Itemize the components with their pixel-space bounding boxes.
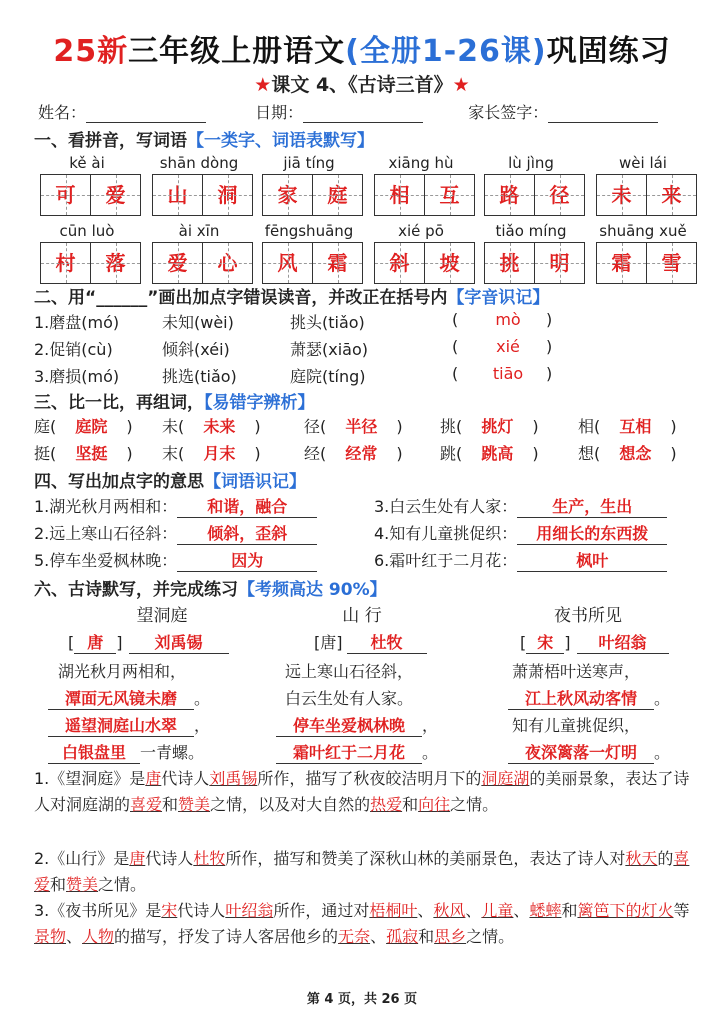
character-box[interactable]: 心 [203, 242, 253, 284]
pronunciation-item: 倾斜(xéi) [162, 340, 230, 359]
text-span: 唐 [320, 633, 337, 652]
text-span: 代诗人 [145, 849, 194, 868]
meaning-item [34, 521, 317, 545]
poem-1-line [48, 740, 258, 764]
text-span[interactable]: 宋 [161, 901, 178, 920]
text-span: 所作，通过对 [273, 901, 370, 920]
text-span[interactable]: 江上秋风动客情 [508, 686, 654, 710]
text-span: 、 [66, 927, 83, 946]
paren: ( [594, 444, 606, 463]
poem-3-line: 知有儿童挑促织， [512, 716, 641, 735]
paren: ) [121, 444, 133, 463]
text-span[interactable]: 赞美 [66, 875, 99, 894]
text-span[interactable]: 无奈 [338, 927, 371, 946]
character-box[interactable]: 挑 [484, 242, 535, 284]
character-box[interactable]: 径 [535, 174, 585, 216]
text-span[interactable]: 唐 [74, 630, 116, 654]
text-span: 的美丽景象，表达了诗人对洞庭湖的 [34, 769, 690, 814]
paren-left: ( [452, 364, 459, 383]
text-span: 25新 [53, 34, 129, 69]
compare-item [304, 441, 403, 464]
paren: ) [527, 444, 539, 463]
text-span[interactable]: 洞庭湖 [481, 769, 530, 788]
character-box[interactable]: 可 [40, 174, 91, 216]
pronunciation-item: 挑头(tiǎo) [290, 313, 365, 332]
paren: ( [50, 417, 62, 436]
page-footer: 第 4 页，共 26 页 [306, 992, 418, 1007]
text-span[interactable]: 儿童 [481, 901, 514, 920]
poem-2-title: 山 行 [342, 606, 382, 626]
paren-left: ( [452, 310, 459, 329]
paren-left: ( [452, 337, 459, 356]
section-4-heading [34, 467, 306, 492]
compare-answer[interactable]: 半径 [345, 417, 378, 436]
text-span: 1.《望洞庭》是 [34, 769, 146, 788]
text-span[interactable]: 霜叶红于二月花 [276, 740, 422, 764]
pronunciation-item: 挑选(tiǎo) [162, 367, 237, 386]
paren: ) [527, 417, 539, 436]
text-span: ”画出加点字错误读音，并改正在括号内 [147, 288, 448, 308]
text-span[interactable]: 潭面无风镜未磨 [48, 686, 194, 710]
pinyin-label: cūn luò [59, 222, 115, 240]
pronunciation-item: 未知(wèi) [162, 313, 234, 332]
question-paragraph-2 [34, 846, 690, 898]
paren: ( [320, 417, 332, 436]
paren: ) [249, 417, 261, 436]
compare-answer[interactable]: 月末 [203, 444, 236, 463]
paren: ) [665, 444, 677, 463]
poem-1-author: [ 唐 ] 刘禹锡 [68, 630, 229, 654]
section-2-heading [34, 283, 549, 308]
text-span[interactable]: 秋天 [625, 849, 658, 868]
character-box[interactable]: 斜 [374, 242, 425, 284]
header-fields [38, 100, 698, 124]
compare-item [440, 414, 539, 437]
pinyin-label: xiāng hù [388, 154, 454, 172]
poem-3-line: 江上秋风动客情 。 [508, 686, 718, 710]
pinyin-label: shuāng xuě [599, 222, 687, 240]
poem-1-line: 湖光秋月两相和， [58, 662, 187, 681]
paren: ) [665, 417, 677, 436]
compare-char: 相 [578, 417, 595, 436]
poem-2-line: 远上寒山石径斜， [285, 662, 414, 681]
paren: ( [594, 417, 606, 436]
text-span[interactable]: 向往 [418, 795, 451, 814]
text-span: 一、看拼音，写词语 [34, 131, 187, 151]
parent-label: 家长签字： [468, 103, 549, 122]
text-span: 和 [418, 927, 435, 946]
poem-2-line: 停车坐爱枫林晚 ， [276, 713, 486, 737]
text-span[interactable]: 停车坐爱枫林晚 [276, 713, 422, 737]
character-box-pair[interactable] [596, 174, 697, 216]
paren: ( [50, 444, 62, 463]
paren: ( [178, 417, 190, 436]
text-span: 【字音识记】 [447, 288, 550, 308]
poem-2-line: 霜叶红于二月花 。 [276, 740, 486, 764]
meaning-answer[interactable]: 枫叶 [517, 548, 667, 572]
compare-answer[interactable]: 想念 [619, 444, 652, 463]
compare-answer[interactable]: 跳高 [481, 444, 514, 463]
text-span: 3.《夜书所见》是 [34, 901, 162, 920]
text-span: 和 [402, 795, 419, 814]
text-span[interactable]: 叶绍翁 [577, 630, 669, 654]
section-3-heading [34, 388, 315, 413]
text-span: 之情。 [450, 795, 499, 814]
name-blank[interactable] [86, 104, 206, 123]
text-span[interactable]: 思乡 [434, 927, 467, 946]
text-span[interactable]: 宋 [526, 630, 564, 654]
text-span: 所作，描写和赞美了深秋山林的美丽景色，表达了诗人对 [225, 849, 626, 868]
compare-item [34, 441, 133, 464]
pinyin-label: lù jìng [508, 154, 554, 172]
text-span: 【考频高达 90%】 [238, 580, 387, 600]
pinyin-label: xié pō [398, 222, 444, 240]
meaning-question: 3.白云生处有人家： [374, 497, 518, 516]
text-span[interactable]: 赞美 [178, 795, 211, 814]
meaning-item [374, 548, 667, 572]
text-span: 四、写出加点字的意思 [34, 472, 204, 492]
text-span[interactable]: 喜爱 [130, 795, 163, 814]
text-span[interactable]: 杜牧 [193, 849, 226, 868]
text-span: 所作，描写了秋夜皎洁明月下的 [257, 769, 482, 788]
poem-2-line: 白云生处有人家。 [285, 689, 414, 708]
text-span[interactable]: 叶绍翁 [225, 901, 274, 920]
compare-char: 未 [162, 417, 179, 436]
meaning-item [34, 548, 317, 572]
compare-char: 末 [162, 444, 179, 463]
section-6-heading [34, 575, 387, 600]
text-span: 三、比一比，再组词， [34, 393, 204, 413]
compare-answer[interactable]: 互相 [619, 417, 652, 436]
meaning-answer[interactable]: 和谐，融合 [177, 494, 317, 518]
text-span: 一青螺。 [140, 743, 205, 762]
text-span: 2.《山行》是 [34, 849, 130, 868]
poem-2-author: [唐] 杜牧 [314, 630, 427, 654]
text-span[interactable]: 梧桐叶 [369, 901, 418, 920]
text-span[interactable]: 蟋蟀 [529, 901, 562, 920]
character-box[interactable]: 相 [374, 174, 425, 216]
text-span: 【一类字、词语表默写】 [187, 131, 374, 151]
pinyin-label: fēngshuāng [264, 222, 354, 240]
compare-char: 挑 [440, 417, 457, 436]
lesson-subtitle [0, 70, 724, 97]
pinyin-label: kě ài [69, 154, 105, 172]
character-box-pair[interactable] [484, 174, 585, 216]
meaning-item [374, 494, 667, 518]
text-span: 代诗人 [161, 769, 210, 788]
answer-pinyin[interactable]: xié [496, 337, 520, 356]
text-span: 和 [50, 875, 67, 894]
paren: ) [121, 417, 133, 436]
text-span[interactable]: 人物 [82, 927, 115, 946]
meaning-question: 4.知有儿童挑促织： [374, 524, 518, 543]
text-span[interactable]: 唐 [145, 769, 162, 788]
meaning-item [34, 494, 317, 518]
pinyin-label: tiǎo míng [495, 222, 567, 240]
compare-char: 挺 [34, 444, 51, 463]
text-span: 和 [561, 901, 578, 920]
text-span[interactable]: 夜深篱落一灯明 [508, 740, 654, 764]
text-span[interactable]: 刘禹锡 [129, 630, 229, 654]
paren-right: ) [546, 364, 553, 383]
character-box-pair[interactable] [262, 242, 363, 284]
character-box[interactable]: 风 [262, 242, 313, 284]
text-span: 和 [162, 795, 179, 814]
pronunciation-item: 2.促销(cù) [34, 340, 113, 359]
text-span[interactable]: 杜牧 [347, 630, 427, 654]
compare-answer[interactable]: 未来 [203, 417, 236, 436]
text-span[interactable]: 遥望洞庭山水翠 [48, 713, 194, 737]
compare-item [578, 414, 677, 437]
compare-char: 庭 [34, 417, 51, 436]
text-span[interactable]: 刘禹锡 [209, 769, 258, 788]
text-span[interactable]: 秋风 [433, 901, 466, 920]
character-box[interactable]: 洞 [203, 174, 253, 216]
paren: ( [456, 417, 468, 436]
character-box[interactable]: 爱 [152, 242, 203, 284]
text-span: 的描写，抒发了诗人客居他乡的 [114, 927, 339, 946]
text-span: 、 [465, 901, 482, 920]
page-title [0, 26, 724, 70]
character-box-pair[interactable] [40, 174, 141, 216]
character-box-pair[interactable] [596, 242, 697, 284]
character-box[interactable]: 明 [535, 242, 585, 284]
text-span: 的 [657, 849, 674, 868]
text-span: 之情。 [98, 875, 147, 894]
text-span[interactable]: 景物 [34, 927, 67, 946]
pinyin-label: ài xīn [178, 222, 220, 240]
text-span: (全册1-26课) [345, 34, 547, 69]
character-box[interactable]: 未 [596, 174, 647, 216]
meaning-answer[interactable]: 倾斜，歪斜 [177, 521, 317, 545]
text-span[interactable]: 孤寂 [386, 927, 419, 946]
compare-char: 径 [304, 417, 321, 436]
compare-item [162, 414, 261, 437]
meaning-item [374, 521, 667, 545]
meaning-answer[interactable]: 用细长的东西拨 [517, 521, 667, 545]
character-box[interactable]: 来 [647, 174, 697, 216]
character-box-pair[interactable] [40, 242, 141, 284]
text-span: 之情。 [466, 927, 515, 946]
pronunciation-item: 萧瑟(xiāo) [290, 340, 368, 359]
question-paragraph-3 [34, 898, 690, 950]
pronunciation-item: 1.磨盘(mó) [34, 313, 120, 332]
poem-3-title: 夜书所见 [554, 606, 622, 626]
character-box[interactable]: 霜 [596, 242, 647, 284]
text-span[interactable]: 唐 [129, 849, 146, 868]
pinyin-label: wèi lái [619, 154, 667, 172]
text-span[interactable]: 篱笆下的灯火 [577, 901, 674, 920]
character-box[interactable]: 家 [262, 174, 313, 216]
date-blank[interactable] [303, 104, 423, 123]
paren-right: ) [546, 310, 553, 329]
compare-char: 经 [304, 444, 321, 463]
text-span: 【易错字辨析】 [204, 393, 315, 413]
text-span: 二、用“ [34, 288, 97, 308]
compare-char: 想 [578, 444, 595, 463]
character-box[interactable]: 落 [91, 242, 141, 284]
meaning-answer[interactable]: 因为 [177, 548, 317, 572]
pinyin-label: jiā tíng [283, 154, 335, 172]
meaning-question: 2.远上寒山石径斜： [34, 524, 178, 543]
text-span: 巩固练习 [546, 34, 671, 69]
character-box-pair[interactable] [152, 174, 253, 216]
name-label: 姓名： [38, 103, 87, 122]
paren: ) [391, 417, 403, 436]
text-span: 之情，以及对大自然的 [210, 795, 371, 814]
poem-1-title: 望洞庭 [136, 606, 188, 626]
question-paragraph-1 [34, 766, 690, 818]
character-box[interactable]: 互 [425, 174, 475, 216]
pronunciation-item: 庭院(tíng) [290, 367, 366, 386]
text-span: 课文 4、《古诗三首》 [271, 74, 453, 96]
poem-3-line: 萧萧梧叶送寒声， [512, 662, 641, 681]
text-span: 【词语识记】 [204, 472, 306, 492]
text-span: 代诗人 [177, 901, 226, 920]
section-1-heading [34, 126, 374, 151]
compare-answer[interactable]: 坚挺 [75, 444, 108, 463]
poem-1-line: 遥望洞庭山水翠 ， [48, 713, 258, 737]
meaning-question: 6.霜叶红于二月花： [374, 551, 518, 570]
paren: ( [178, 444, 190, 463]
compare-item [304, 414, 403, 437]
star-icon: ★ [452, 74, 470, 96]
character-box-pair[interactable] [262, 174, 363, 216]
character-box-pair[interactable] [374, 174, 475, 216]
text-span: 、 [417, 901, 434, 920]
compare-item [34, 414, 133, 437]
parent-blank[interactable] [548, 104, 658, 123]
paren: ( [456, 444, 468, 463]
character-box-pair[interactable] [152, 242, 253, 284]
character-box[interactable]: 路 [484, 174, 535, 216]
answer-pinyin[interactable]: tiāo [492, 364, 524, 383]
compare-answer[interactable]: 庭院 [75, 417, 108, 436]
meaning-question: 1.湖光秋月两相和： [34, 497, 178, 516]
poem-1-line: 潭面无风镜未磨 。 [48, 686, 258, 710]
compare-char: 跳 [440, 444, 457, 463]
text-span: 、 [513, 901, 530, 920]
character-box[interactable]: 爱 [91, 174, 141, 216]
character-box[interactable]: 霜 [313, 242, 363, 284]
poem-3-line: 夜深篱落一灯明 。 [508, 740, 718, 764]
character-box[interactable]: 村 [40, 242, 91, 284]
pronunciation-item: 3.磨损(mó) [34, 367, 120, 386]
paren-right: ) [546, 337, 553, 356]
compare-answer[interactable]: 经常 [345, 444, 378, 463]
character-box[interactable]: 山 [152, 174, 203, 216]
text-span: 三年级上册语文 [128, 34, 346, 69]
compare-item [578, 441, 677, 464]
character-box[interactable]: 庭 [313, 174, 363, 216]
text-span: 等 [673, 901, 690, 920]
character-box[interactable]: 雪 [647, 242, 697, 284]
compare-item [440, 441, 539, 464]
paren: ( [320, 444, 332, 463]
character-box-pair[interactable] [484, 242, 585, 284]
compare-item [162, 441, 261, 464]
text-span[interactable]: 喜爱 [34, 849, 690, 894]
text-span[interactable]: 热爱 [370, 795, 403, 814]
character-box-pair[interactable] [374, 242, 475, 284]
date-label: 日期： [255, 103, 304, 122]
text-span: 、 [370, 927, 387, 946]
answer-pinyin[interactable]: mò [495, 310, 521, 329]
text-span[interactable]: 白银盘里 [48, 740, 140, 764]
pinyin-label: shān dòng [159, 154, 239, 172]
paren: ) [391, 444, 403, 463]
meaning-answer[interactable]: 生产，生出 [517, 494, 667, 518]
paren: ) [249, 444, 261, 463]
text-span: ______ [96, 288, 148, 308]
character-box[interactable]: 坡 [425, 242, 475, 284]
text-span: 六、古诗默写，并完成练习 [34, 580, 238, 600]
star-icon: ★ [254, 74, 272, 96]
poem-3-author: [ 宋 ] 叶绍翁 [520, 630, 669, 654]
compare-answer[interactable]: 挑灯 [481, 417, 514, 436]
meaning-question: 5.停车坐爱枫林晚： [34, 551, 178, 570]
